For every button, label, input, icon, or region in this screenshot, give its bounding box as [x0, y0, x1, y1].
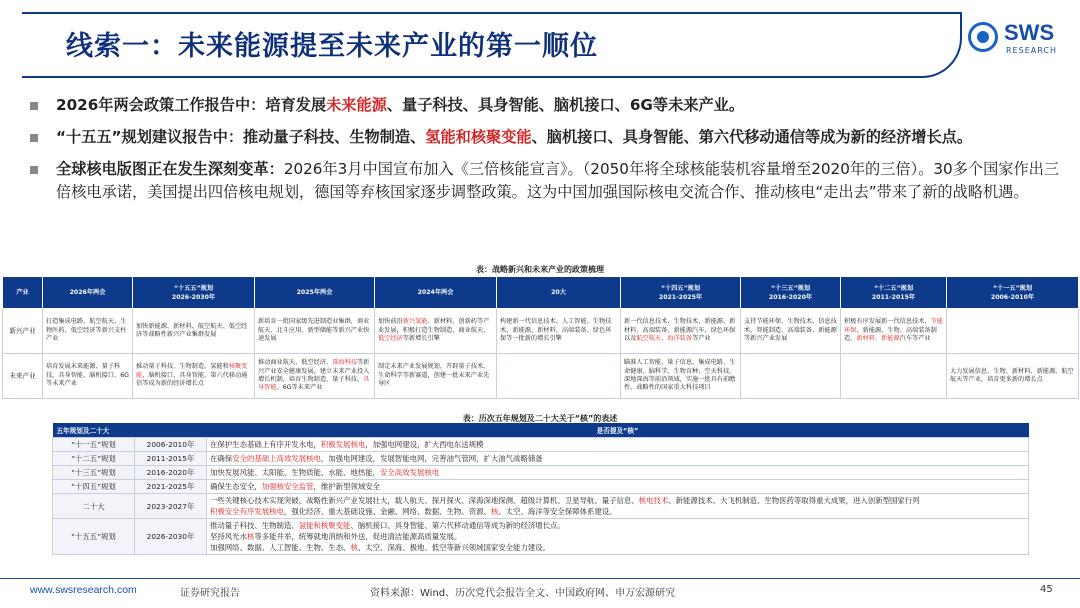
bullet-square-icon — [30, 134, 38, 142]
t1-header-cell: 2026年两会 — [43, 277, 133, 309]
bullet-text: 、脑机接口、具身智能、第六代移动通信等成为新的经济增长点。 — [531, 128, 973, 146]
t2-plan-text: 、新能源技术、大飞机制造、生物医药等取得重大成果，进入创新型国家行列 — [668, 496, 920, 505]
t1-cell-text: 制定未来产业发展规划，开辟量子技术、生命科学等新赛道，创建一批未来产业先导区 — [378, 363, 490, 388]
t1-header-cell: 产业 — [3, 277, 43, 309]
t1-cell-highlight: 具身智能 — [258, 376, 370, 392]
bullet-text: 2026年两会政策工作报告中：培育发展 — [56, 96, 327, 114]
bullet-text: 、量子科技、具身智能、脑机接口、6G等未来产业。 — [386, 96, 745, 114]
t1-cell-highlight: 新材料、新能源 — [856, 335, 900, 343]
t1-cell-text: 汽车等产业 — [899, 335, 931, 343]
t1-cell-highlight: 核聚变能 — [136, 363, 248, 379]
t1-cell-text: 大力发展信息、生物、新材料、新能源、航空航天等产业，培育更多新的增长点 — [950, 367, 1074, 383]
table-row — [53, 466, 1029, 480]
t1-header-cell: “十二五”规划 2011-2015年 — [841, 277, 947, 309]
t1-cell — [255, 354, 375, 399]
t1-cell-text: 构建新一代信息技术、人工智能、生物技术、新能源、新材料、高端装备、绿色环保等一批新的增长引擎 — [500, 318, 612, 343]
t1-cell-text: 支持节能环保、生物技术、信息技术、智能制造、高端装备、新能源等新兴产业发展 — [744, 318, 837, 343]
t2-plan-name: “十三五”规划 — [53, 466, 135, 480]
t2-header-blank — [135, 423, 207, 438]
bullet-item — [30, 94, 1060, 117]
t2-plan-highlight: 核 — [490, 507, 499, 516]
t2-plan-period: 2023-2027年 — [135, 494, 207, 519]
t2-plan-highlight: 核 — [350, 543, 358, 552]
t2-plan-text — [207, 452, 1029, 466]
t1-cell — [133, 354, 255, 399]
footer-report-label: 证券研究报告 — [180, 588, 240, 599]
t1-row-label: 未来产业 — [3, 354, 43, 399]
t2-plan-period: 2016-2020年 — [135, 466, 207, 480]
t2-plan-period: 2006-2010年 — [135, 438, 207, 452]
t1-header-cell: 20大 — [497, 277, 621, 309]
nuclear-plan-table — [52, 423, 1029, 555]
t2-plan-text: 一些关键核心技术实现突破，战略性新兴产业发展壮大，载人航天、探月探火、深海深地探测、超级计算机、卫星导航、量子信息、 — [210, 496, 639, 505]
t1-cell — [255, 309, 375, 354]
t2-plan-highlight: 氢能和核聚变能 — [298, 521, 351, 530]
t1-header-cell: “十一五”规划 2006-2010年 — [947, 277, 1079, 309]
t1-cell-text: 培育发展未来能源、量子科技、具身智能、脑机接口、6G等未来产业 — [46, 363, 129, 388]
table-row — [53, 494, 1029, 519]
t1-cell-text: 、6G等未来产业 — [276, 384, 323, 392]
t1-header-cell: 2025年两会 — [255, 277, 375, 309]
t2-plan-text: 确保生态安全， — [210, 482, 262, 491]
t1-header-cell: “十五五”规划 2026-2030年 — [133, 277, 255, 309]
t2-plan-text — [207, 466, 1029, 480]
t2-plan-name: “十一五”规划 — [53, 438, 135, 452]
t2-plan-name: “十二五”规划 — [53, 452, 135, 466]
t2-plan-text: 坚持风光水 — [210, 532, 247, 541]
bullet-text: 2026年3月中国宣布加入《三倍核能宣言》。（2050年将全球核能装机容量增至2020年的三倍）。30多个国家作出三倍核电承诺，美国提出四倍核电规划，德国等弃核国家逐步调整政策。这为中国加强国际核电交流合作、推动核电“走出去”带来了新的战略机遇。 — [56, 160, 1060, 201]
bullet-text: “十五五”规划建议报告中：推动量子科技、生物制造、 — [56, 128, 426, 146]
t1-cell-text: 新培育一批国家级先进制造业集群，商业航天、北斗应用、新型储能等新兴产业快速发展 — [258, 318, 370, 343]
t1-cell — [375, 309, 497, 354]
t2-plan-period: 2011-2015年 — [135, 452, 207, 466]
t1-cell — [133, 309, 255, 354]
t2-plan-highlight: 安全高效发展核电 — [380, 468, 440, 477]
t1-cell — [621, 354, 741, 399]
t2-plan-highlight: 积极发展核电 — [320, 440, 366, 449]
t2-plan-name: 二十大 — [53, 494, 135, 519]
t1-cell-text: 、新材料、创新药等产业发展，积极打造生物制造、商业航天、 — [378, 318, 490, 334]
policy-table — [2, 276, 1079, 399]
t1-cell-text: 、脑机接口、具身智能、第六代移动通信等成为新的经济增长点 — [136, 371, 248, 388]
t2-plan-text: 在保护生态基础上有序开发水电， — [210, 440, 321, 449]
t2-plan-text: 、脑机接口、具身智能、第六代移动通信等成为新的经济增长点。 — [350, 521, 565, 530]
t1-cell-text: 加快新能源、新材料、航空航天、低空经济等战略性新兴产业集群发展 — [136, 322, 248, 338]
t1-header-cell: “十四五”规划 2021-2025年 — [621, 277, 741, 309]
logo-mark-icon — [968, 22, 998, 52]
t2-plan-text — [207, 494, 1029, 519]
bullet-text: 未来能源 — [326, 96, 387, 114]
t2-plan-highlight: 核电技术 — [638, 496, 669, 505]
t1-cell-text: 推动商业航天、低空经济、 — [258, 359, 333, 367]
t1-cell — [497, 354, 621, 399]
t1-cell-text: 推动量子科技、生物制造、氢能和 — [136, 363, 229, 371]
t2-plan-text: 、太空、海洋等安全保障体系建设。 — [498, 507, 617, 516]
t1-cell-highlight: 低空经济 — [378, 335, 403, 343]
t1-cell-text: 等产业 — [692, 335, 711, 343]
logo-subtext: RESEARCH — [1006, 46, 1057, 55]
logo-text: SWS — [1004, 20, 1055, 45]
t1-cell-text: 等新增长引擎 — [402, 335, 440, 343]
t1-cell-highlight: 节能环保 — [844, 318, 943, 334]
t1-cell-text: 瞄准人工智能、量子信息、集成电路、生命健康、脑科学、生物育种、空天科技、深地深海等前沿领域，实施一批具有前瞻性、战略性的国家重大科技项目 — [624, 359, 736, 392]
table-row — [3, 354, 1079, 399]
bullet-item — [30, 126, 1060, 149]
footer-divider — [0, 578, 1080, 579]
t1-cell-text: 打造集成电路、航空航天、生物医药、低空经济等新兴支柱产业 — [46, 318, 127, 343]
t2-plan-text: 推动量子科技、生物制造、 — [210, 521, 299, 530]
t2-plan-text — [207, 438, 1029, 452]
table2-caption: 表：历次五年规划及二十大关于“核”的表述 — [462, 414, 618, 423]
t2-plan-highlight: 核 — [246, 532, 255, 541]
table-row — [53, 452, 1029, 466]
t2-plan-text: ，加强电网建设，扩大西电东送规模 — [365, 440, 484, 449]
t2-plan-period: 2026-2030年 — [135, 519, 207, 555]
bullet-text: 全球核电版图正在发生深刻变革： — [56, 160, 284, 178]
t2-plan-text: 加强网络、数据、人工智能、生物、生态、 — [210, 543, 351, 552]
t2-plan-name: “十五五”规划 — [53, 519, 135, 555]
t1-cell — [741, 354, 841, 399]
sws-logo — [968, 18, 1068, 62]
t1-cell-text: 新一代信息技术、生物技术、新能源、新材料、高端装备、新能源汽车、绿色环保以及 — [624, 318, 736, 343]
t1-row-label: 新兴产业 — [3, 309, 43, 354]
bullet-square-icon — [30, 166, 38, 174]
t1-cell-highlight: 航空航天、海洋装备 — [636, 335, 693, 343]
t1-cell — [841, 354, 947, 399]
page-title: 线索一：未来能源提至未来产业的第一顺位 — [66, 31, 598, 62]
t2-plan-name: “十四五”规划 — [53, 480, 135, 494]
t2-plan-text — [207, 519, 1029, 555]
table-row — [53, 438, 1029, 452]
t2-plan-period: 2021-2025年 — [135, 480, 207, 494]
t1-cell-text: 等新兴产业安全健康发展，建立未来产业投入增长机制，培育生物制造、量子科技、 — [258, 359, 370, 383]
t1-cell — [43, 309, 133, 354]
t2-plan-text: ，加强电网建设，发展智能电网，完善油气管网，扩大油气战略储备 — [320, 454, 543, 463]
table-row — [53, 480, 1029, 494]
footer-source: 资料来源：Wind、历次党代会报告全文、中国政府网、申万宏源研究 — [370, 588, 676, 599]
t1-cell — [947, 354, 1079, 399]
t1-cell — [621, 309, 741, 354]
bullet-item — [30, 158, 1060, 204]
t1-cell-highlight: 新兴氢能 — [402, 318, 428, 326]
t2-plan-highlight: 积极安全有序发展核电 — [210, 507, 284, 516]
table1-caption: 表：战略新兴和未来产业的政策梳理 — [476, 265, 604, 274]
t2-plan-text: 在确保 — [210, 454, 233, 463]
t1-cell — [375, 354, 497, 399]
t2-plan-text: 等多能并举，统筹就地消纳和外送，促进清洁能源高质量发展。 — [254, 532, 462, 541]
t1-header-cell: “十三五”规划 2016-2020年 — [741, 277, 841, 309]
t1-cell-text: 、新能源、生物、高端装备制造、 — [844, 326, 937, 343]
t2-plan-text: 、太空、深海、极地、低空等新兴领域国家安全能力建设。 — [357, 543, 551, 552]
t1-cell-text: 积极有序发展新一代信息技术、 — [844, 318, 931, 326]
t2-plan-text: ，维护新型领域安全 — [313, 482, 381, 491]
t1-cell — [43, 354, 133, 399]
t1-cell — [947, 309, 1079, 354]
bullet-square-icon — [30, 102, 38, 110]
footer-url-link[interactable]: www.swsresearch.com — [30, 584, 137, 596]
t2-plan-highlight: 安全的基础上高效发展核电 — [232, 454, 321, 463]
table-row — [3, 309, 1079, 354]
t2-plan-highlight: 加强核安全监管 — [261, 482, 314, 491]
bullet-list — [30, 94, 1060, 213]
t2-header-plan: 五年规划及二十大 — [53, 423, 135, 438]
t2-plan-text — [207, 480, 1029, 494]
t1-cell-text: 加快前沿 — [378, 318, 403, 326]
t1-header-cell: 2024年两会 — [375, 277, 497, 309]
t1-cell — [741, 309, 841, 354]
t2-header-nuclear: 是否提及“核” — [207, 423, 1029, 438]
table-row — [53, 519, 1029, 555]
t1-cell-highlight: 深海科技 — [332, 359, 357, 367]
t2-plan-text: 加快发展风能、太阳能、生物质能、水能、地热能， — [210, 468, 380, 477]
t2-plan-text: ，强化经济、重大基础设施、金融、网络、数据、生物、资源、 — [283, 507, 491, 516]
t1-cell — [841, 309, 947, 354]
bullet-text: 氢能和核聚变能 — [425, 128, 532, 146]
t1-cell — [497, 309, 621, 354]
page-number: 45 — [1040, 584, 1053, 595]
